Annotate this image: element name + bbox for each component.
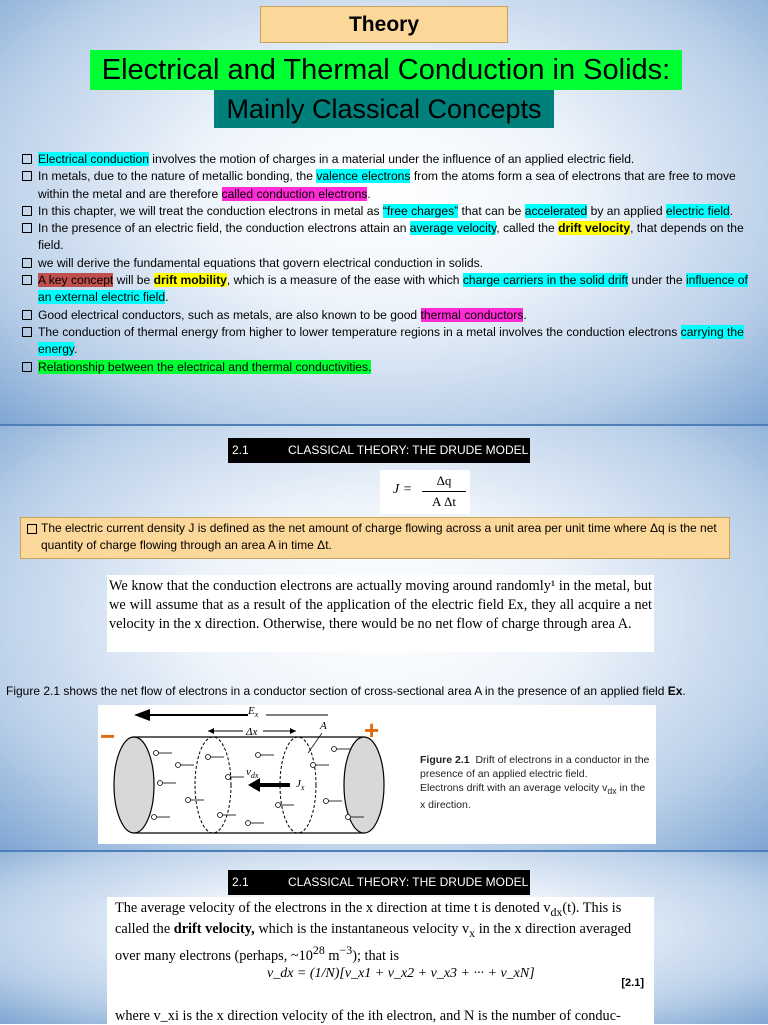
equation-number: [2.1] <box>621 977 644 989</box>
conductor-diagram <box>98 705 418 844</box>
theory-badge: Theory <box>260 6 508 43</box>
checkbox-bullet-icon <box>22 327 32 337</box>
textbook-excerpt: We know that the conduction electrons are actually moving around randomly¹ in the metal, but we will assume that as a result of the application of the electric field Ex, they all acquire a net velocity in the x direction. Otherwise, there would be no net flow of charge through area A. <box>107 575 654 652</box>
title-line-1: Electrical and Thermal Conduction in Solids: <box>90 50 682 90</box>
bullet-item: In this chapter, we will treat the conduction electrons in metal as “free charges” that can be accelerated by an applied electric field. <box>20 203 755 220</box>
bullet-list <box>20 151 755 376</box>
drift-velocity-equation: v_dx = (1/N)[v_x1 + v_x2 + v_x3 + ··· + v_xN] <box>267 966 535 981</box>
section-header: 2.1 CLASSICAL THEORY: THE DRUDE MODEL <box>228 438 530 463</box>
checkbox-bullet-icon <box>27 524 37 534</box>
checkbox-bullet-icon <box>22 171 32 181</box>
slide-theory <box>0 0 768 424</box>
textbook-excerpt-drift: The average velocity of the electrons in the x direction at time t is denoted $v_{dx}(t)$. This is called the drift velocity, which is the instantaneous velocity $v_x$ in the x direction averaged over many electrons (perhaps, $\sim 10^{28}$ $m^{-3}$); that is v_dx = (1/N)[v_x1 + v_x2 + v_x3 + ··· + v_xN] [2.1] where v_xi is the x direction velocity of the ith electron, and N is the number of conduc- <box>107 897 654 1024</box>
positive-terminal-icon: + <box>364 715 380 745</box>
area-label: A <box>320 720 327 732</box>
title-line-2: Mainly Classical Concepts <box>214 90 554 128</box>
bullet-item: In the presence of an electric field, the conduction electrons attain an average velocity, called the drift velocity, that depends on the field. <box>20 220 755 255</box>
bullet-item: Good electrical conductors, such as metals, are also known to be good thermal conductors. <box>20 307 755 324</box>
drift-velocity-label: $v_{dx}$ <box>246 766 259 780</box>
current-density-label: $J_x$ <box>296 778 305 792</box>
checkbox-bullet-icon <box>22 258 32 268</box>
bullet-item: Electrical conduction involves the motion of charges in a material under the influence of an applied electric field. <box>20 151 755 168</box>
figure-description: Figure 2.1 Drift of electrons in a conductor in the presence of an applied electric field. Electrons drift with an average velocity $v_{dx}$ in the x direction. <box>420 754 650 812</box>
checkbox-bullet-icon <box>22 275 32 285</box>
figure-caption: Figure 2.1 shows the net flow of electrons in a conductor section of cross-sectional area A in the presence of an applied field Ex. <box>6 684 686 698</box>
bullet-item: The conduction of thermal energy from higher to lower temperature regions in a metal involves the conduction electrons carrying the energy. <box>20 324 755 359</box>
bullet-item: we will derive the fundamental equations that govern electrical conduction in solids. <box>20 255 755 272</box>
bullet-item: A key concept will be drift mobility, which is a measure of the ease with which charge carriers in the solid drift under the influence of an external electric field. <box>20 272 755 307</box>
checkbox-bullet-icon <box>22 223 32 233</box>
checkbox-bullet-icon <box>22 362 32 372</box>
text-line: where v_xi is the x direction velocity of the ith electron, and N is the number of conduc- <box>115 1008 621 1024</box>
bullet-item: Relationship between the electrical and thermal conductivities. <box>20 359 755 376</box>
checkbox-bullet-icon <box>22 310 32 320</box>
definition-box: The electric current density J is defined as the net amount of charge flowing across a unit area per unit time where Δq is the net quantity of charge flowing through an area A in time Δt. <box>20 517 730 559</box>
field-label: $E_x$ <box>248 705 259 719</box>
checkbox-bullet-icon <box>22 206 32 216</box>
current-density-formula: J = Δq A Δt <box>380 470 470 514</box>
section-header: 2.1 CLASSICAL THEORY: THE DRUDE MODEL <box>228 870 530 895</box>
bullet-item: In metals, due to the nature of metallic bonding, the valence electrons from the atoms form a sea of electrons that are free to move within the metal and are therefore called conduction electrons. <box>20 168 755 203</box>
dx-label: Δx <box>246 726 258 738</box>
negative-terminal-icon: − <box>100 721 116 751</box>
checkbox-bullet-icon <box>22 154 32 164</box>
figure-2-1 <box>98 705 656 844</box>
